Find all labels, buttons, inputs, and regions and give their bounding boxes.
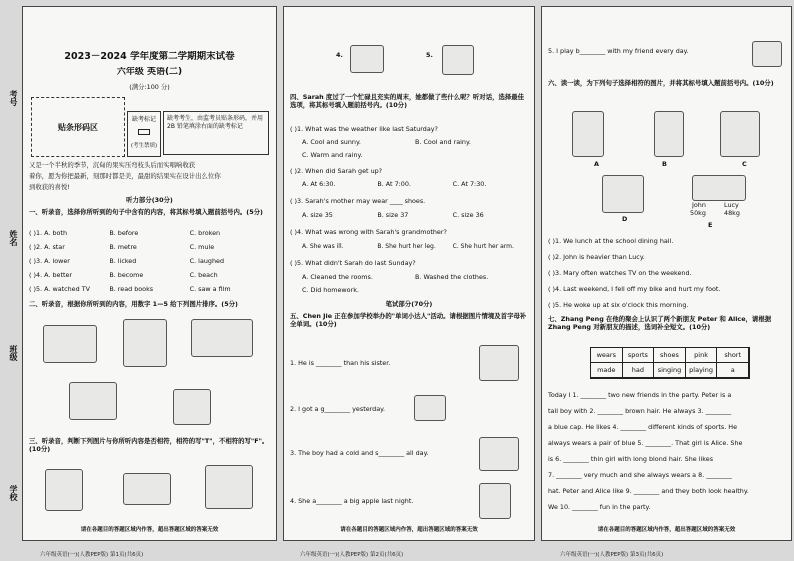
word-bank-item: a: [717, 363, 749, 378]
word-bank-item: singing: [654, 363, 686, 378]
q6-item-1[interactable]: ( )1. We lunch at the school dining hall.: [548, 237, 674, 245]
word-bank-item: wears: [591, 348, 623, 363]
q3-item-5-label: 5.: [426, 51, 433, 59]
passage-line-5[interactable]: is 6. ________ thin girl with long blond hair. She likes: [548, 455, 714, 463]
passage-line-7[interactable]: hat. Peter and Alice like 9. ________ and they both look healthy.: [548, 487, 749, 495]
q4-question-3: ( )3. Sarah's mother may wear ____ shoes.: [290, 197, 426, 205]
word-bank: [590, 347, 750, 379]
q2-picture-4: [69, 382, 117, 420]
word-bank-item: playing: [686, 363, 718, 378]
q7-instruction: 七、Zhang Peng 在他的聚会上认识了两个新朋友 Peter 和 Alice，请根据 Zhang Peng 对新朋友的描述，选词补全短文。(10分): [548, 315, 772, 331]
q6-picture-b: [654, 111, 684, 157]
q2-picture-5: [173, 389, 211, 425]
q6-item-3[interactable]: ( )3. Mary often watches TV on the weekend.: [548, 269, 692, 277]
exam-page-3: [541, 6, 792, 541]
q6-instruction: 六、读一读，为下列句子选择相符的图片，并将其标号填入题前括号内。(10分): [548, 79, 774, 87]
word-bank-item: made: [591, 363, 623, 378]
q5-item-4[interactable]: 4. She a________ a big apple last night.: [290, 497, 414, 505]
q6-item-2[interactable]: ( )2. John is heavier than Lucy.: [548, 253, 645, 261]
word-bank-item: short: [717, 348, 749, 363]
passage-line-1[interactable]: Today I 1. ________ two new friends in the party. Peter is a: [548, 391, 732, 399]
q5-item-1[interactable]: 1. He is ________ than his sister.: [290, 359, 391, 367]
barcode-area: 贴条形码区: [31, 97, 125, 157]
q4-question-4: ( )4. What was wrong with Sarah's grandmother?: [290, 228, 447, 236]
q1-row-4[interactable]: ( )4. A. better B. become C. beach: [29, 271, 218, 279]
q5-item-2[interactable]: 2. I got a g________ yesterday.: [290, 405, 386, 413]
word-bank-item: shoes: [654, 348, 686, 363]
intro-line-3: 到收获的喜悦!: [29, 183, 70, 191]
q6-label-b: B: [662, 160, 667, 168]
side-label-name: 姓名: [9, 230, 18, 246]
q2-picture-1: [43, 325, 97, 363]
page-3-number: 六年级英语(一)(人教PEP版) 第3页(共6页): [560, 552, 664, 558]
word-bank-item: sports: [623, 348, 655, 363]
q6-label-a: A: [594, 160, 599, 168]
intro-line-1: 又是一个半秋的季节，沉甸的果实压弯枝头后而实唱响收获: [29, 161, 196, 169]
passage-line-4[interactable]: always wears a pair of blue 5. ________. That girl is Alice. She: [548, 439, 743, 447]
q5-picture-5: [752, 41, 782, 67]
q4-question-1: ( )1. What was the weather like last Saturday?: [290, 125, 438, 133]
page-3-footer: 请在各题目的答题区域内作答，超出答题区域的答案无效: [597, 527, 736, 533]
q6-label-d: D: [622, 215, 628, 223]
writing-header: 笔试部分(70分): [385, 300, 433, 308]
score-note: (满分:100 分): [129, 83, 170, 91]
page-2-footer: 请在各题目的答题区域内作答，超出答题区域的答案无效: [340, 527, 478, 533]
page-2-number: 六年级英语(一)(人教PEP版) 第2页(共6页): [300, 552, 404, 558]
q1-row-2[interactable]: ( )2. A. star B. metre C. mule: [29, 243, 215, 251]
absent-mark-checkbox[interactable]: [138, 129, 150, 135]
q3-picture-5: [442, 45, 474, 75]
q5-picture-1: [479, 345, 519, 381]
passage-line-3[interactable]: a blue cap. He likes 4. ________ different kinds of sports. He: [548, 423, 738, 431]
q4-options-3[interactable]: A. size 35 B. size 37 C. size 36: [302, 211, 484, 219]
q6-picture-a: [572, 111, 604, 157]
q4-question-2: ( )2. When did Sarah get up?: [290, 167, 383, 175]
john-weight: 50kg: [690, 209, 706, 217]
q3-picture-4: [350, 45, 384, 73]
page-1-footer: 请在各题目的答题区域内作答，超出答题区域的答案无效: [80, 527, 219, 533]
q4-options-4[interactable]: A. She was ill. B. She hurt her leg. C. She hurt her arm.: [302, 243, 514, 250]
absent-notice: 缺考考生，由监考员贴条形码，并用 2B 铅笔填涂右面的缺考标记: [163, 111, 269, 155]
q6-label-e: E: [708, 221, 713, 229]
q3-item-4-label: 4.: [336, 51, 343, 59]
absent-mark-box: 缺考标记 (考生禁填): [127, 111, 161, 157]
q6-picture-e: [692, 175, 746, 201]
lucy-weight: 48kg: [724, 209, 740, 217]
q3-picture-2: [123, 473, 171, 505]
q4-option-1c[interactable]: C. Warm and rainy.: [302, 151, 363, 159]
q1-row-5[interactable]: ( )5. A. watched TV B. read books C. saw a film: [29, 285, 231, 293]
q6-label-c: C: [742, 160, 747, 168]
q3-picture-3: [205, 465, 253, 509]
q1-instruction: 一、听录音，选择你所听到的句子中含有的内容，将其标号填入题前括号内。(5分): [29, 208, 263, 216]
q6-picture-c: [720, 111, 760, 157]
q1-row-3[interactable]: ( )3. A. lower B. licked C. laughed: [29, 257, 225, 265]
q5-picture-2: [414, 395, 446, 421]
passage-line-2[interactable]: tall boy with 2. ________ brown hair. He always 3. ________: [548, 407, 732, 415]
q2-instruction: 二、听录音，根据你所听到的内容，用数字 1—5 给下列图片排序。(5分): [29, 300, 238, 308]
passage-line-6[interactable]: 7. ________ very much and she always wears a 8. ________: [548, 471, 732, 479]
q5-instruction: 五、Chen Jie 正在参加学校举办的"单词小达人"活动。请根据图片情境及首字母补全单词。(10分): [290, 312, 527, 328]
word-bank-item: had: [623, 363, 655, 378]
q5-picture-4: [479, 483, 511, 519]
q5-item-5[interactable]: 5. I play b________ with my friend every day.: [548, 47, 689, 55]
page-1-number: 六年级英语(一)(人教PEP版) 第1页(共6页): [40, 552, 144, 558]
q6-item-4[interactable]: ( )4. Last weekend, I fell off my bike and hurt my foot.: [548, 285, 721, 293]
word-bank-item: pink: [686, 348, 718, 363]
side-label-school: 学校: [9, 485, 18, 501]
listening-header: 听力部分(30分): [126, 196, 173, 204]
q2-picture-3: [191, 319, 253, 357]
q2-picture-2: [123, 319, 167, 367]
q1-row-1[interactable]: ( )1. A. both B. before C. broken: [29, 229, 221, 237]
q4-option-5c[interactable]: C. Did homework.: [302, 286, 359, 294]
side-label-exam-no: 考号: [9, 90, 18, 106]
q4-options-5[interactable]: A. Cleaned the rooms. B. Washed the clothes.: [302, 273, 489, 281]
passage-line-8[interactable]: We 10. ________ fun in the party.: [548, 503, 651, 511]
q6-item-5[interactable]: ( )5. He woke up at six o'clock this morning.: [548, 301, 689, 309]
exam-page-2: [283, 6, 535, 541]
exam-title: 2023－2024 学年度第二学期期末试卷: [64, 51, 235, 62]
exam-subtitle: 六年级 英语(二): [116, 67, 183, 77]
q5-picture-3: [479, 437, 519, 471]
q4-options-1[interactable]: A. Cool and sunny. B. Cool and rainy.: [302, 138, 471, 146]
q5-item-3[interactable]: 3. The boy had a cold and s________ all day.: [290, 449, 429, 457]
q6-picture-d: [602, 175, 644, 213]
intro-line-2: 着你，愿为你把最新，刻那时都是美，最甜的结果实在设计出么位你: [29, 172, 221, 180]
q3-instruction: 三、听录音，判断下列图片与你所听内容是否相符，相符的写"T"，不相符的写"F"。(10分): [29, 437, 269, 453]
q4-question-5: ( )5. What didn't Sarah do last Sunday?: [290, 259, 416, 267]
lucy-label: Lucy: [724, 201, 739, 209]
john-label: John: [692, 201, 706, 209]
q4-instruction: 四、Sarah 度过了一个忙碌且充实的周末，她都做了些什么呢？听对话，选择最佳选项，将其标号填入题前括号内。(10分): [290, 93, 525, 109]
exam-page-1: [22, 6, 277, 541]
side-label-class: 班级: [9, 345, 18, 361]
q4-options-2[interactable]: A. At 6:30. B. At 7:00. C. At 7:30.: [302, 180, 487, 188]
q3-picture-1: [45, 469, 83, 511]
